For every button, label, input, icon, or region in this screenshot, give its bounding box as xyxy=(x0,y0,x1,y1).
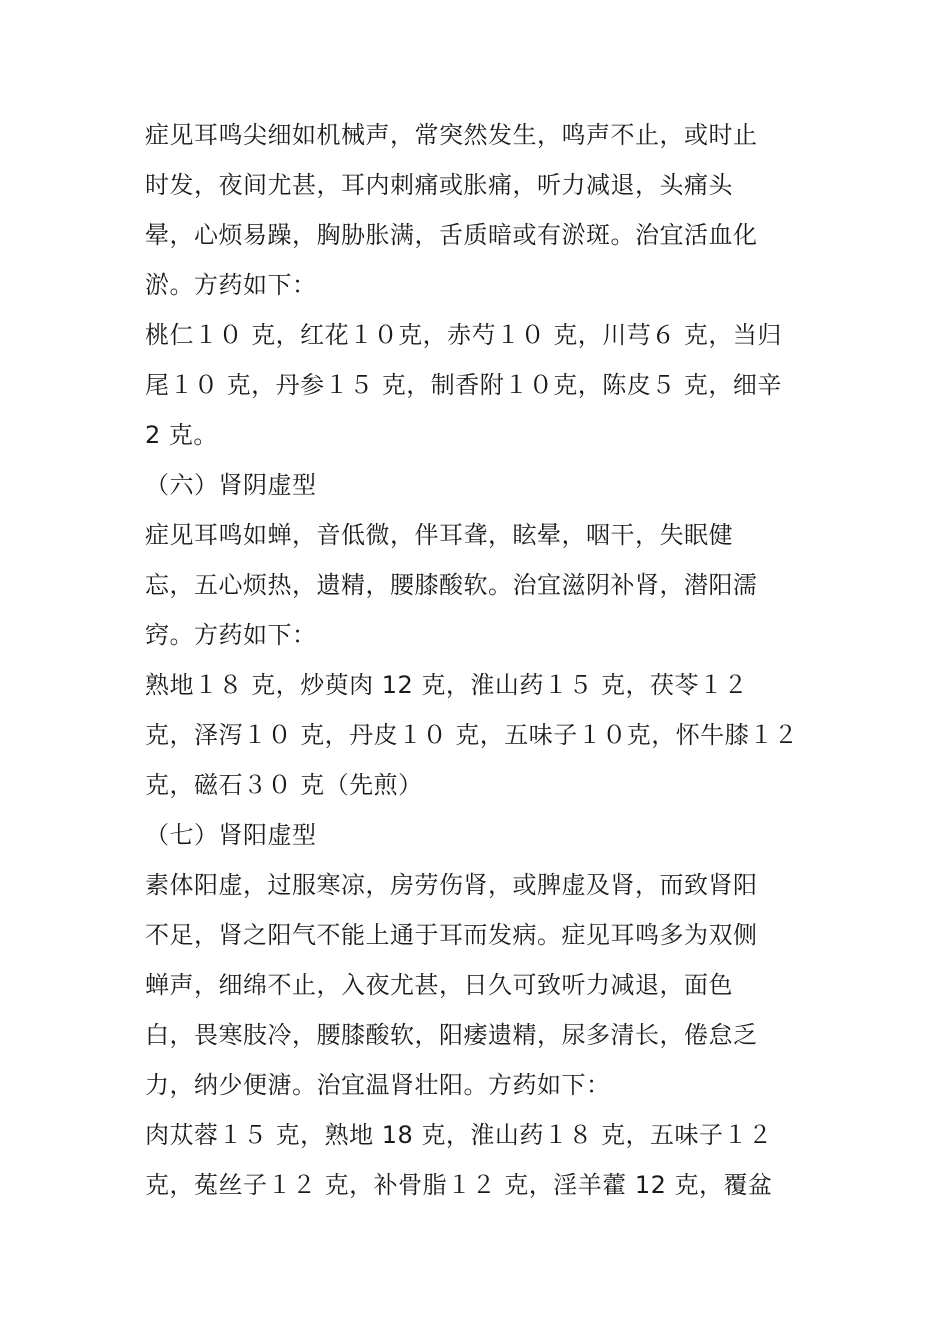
document-body xyxy=(145,110,825,1210)
text-line-20: 力，纳少便溏。治宜温肾壮阳。方药如下： xyxy=(145,1071,611,1099)
text-line-11: 窍。方药如下： xyxy=(145,621,317,649)
text-line-19: 白，畏寒肢冷，腰膝酸软，阳痿遗精，尿多清长，倦怠乏 xyxy=(145,1021,758,1049)
text-line-7: 2 克。 xyxy=(145,421,218,449)
section-heading-6: （六）肾阴虚型 xyxy=(145,471,317,499)
text-line-21: 肉苁蓉１５ 克，熟地 18 克，淮山药１８ 克，五味子１２ xyxy=(145,1121,773,1149)
text-line-5: 桃仁１０ 克，红花１０克，赤芍１０ 克，川芎６ 克，当归 xyxy=(145,321,782,349)
text-line-14: 克，磁石３０ 克（先煎） xyxy=(145,771,423,799)
text-line-3: 晕，心烦易躁，胸胁胀满，舌质暗或有淤斑。治宜活血化 xyxy=(145,221,758,249)
section-heading-7: （七）肾阳虚型 xyxy=(145,821,317,849)
text-line-13: 克，泽泻１０ 克，丹皮１０ 克，五味子１０克，怀牛膝１２ xyxy=(145,721,799,749)
text-line-16: 素体阳虚，过服寒凉，房劳伤肾，或脾虚及肾，而致肾阳 xyxy=(145,871,758,899)
text-line-6: 尾１０ 克，丹参１５ 克，制香附１０克，陈皮５ 克，细辛 xyxy=(145,371,782,399)
text-line-10: 忘，五心烦热，遗精，腰膝酸软。治宜滋阴补肾，潜阳濡 xyxy=(145,571,758,599)
text-line-17: 不足，肾之阳气不能上通于耳而发病。症见耳鸣多为双侧 xyxy=(145,921,758,949)
text-line-9: 症见耳鸣如蝉，音低微，伴耳聋，眩晕，咽干，失眠健 xyxy=(145,521,733,549)
text-line-1: 症见耳鸣尖细如机械声，常突然发生，鸣声不止，或时止 xyxy=(145,121,758,149)
text-line-12: 熟地１８ 克，炒萸肉 12 克，淮山药１５ 克，茯苓１２ xyxy=(145,671,749,699)
text-line-2: 时发，夜间尤甚，耳内刺痛或胀痛，听力减退，头痛头 xyxy=(145,171,733,199)
text-line-4: 淤。方药如下： xyxy=(145,271,317,299)
text-line-22: 克，菟丝子１２ 克，补骨脂１２ 克，淫羊藿 12 克，覆盆 xyxy=(145,1171,773,1199)
text-line-18: 蝉声，细绵不止，入夜尤甚，日久可致听力减退，面色 xyxy=(145,971,733,999)
